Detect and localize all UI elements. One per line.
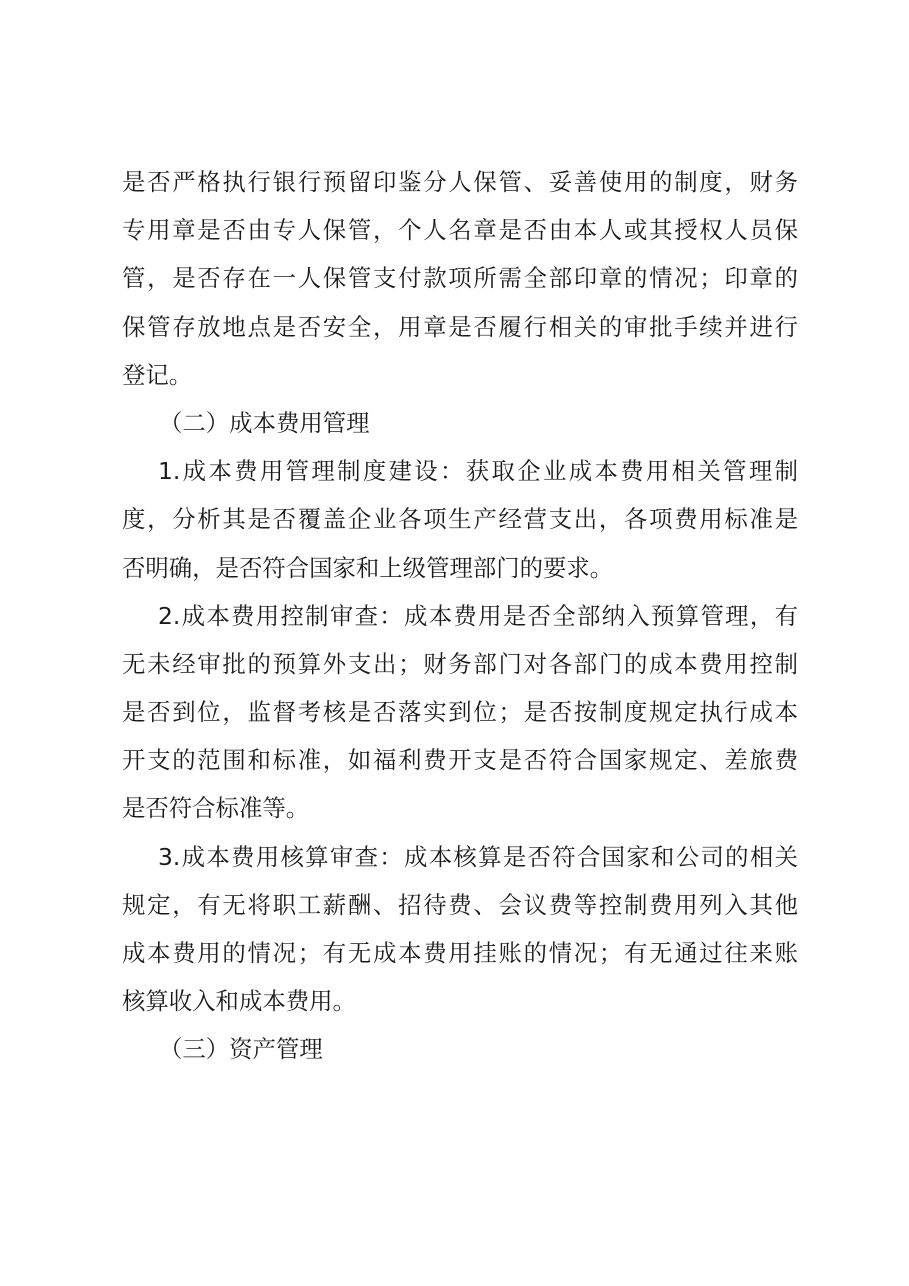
paragraph-line: 否明确，是否符合国家和上级管理部门的要求。 bbox=[122, 553, 614, 582]
paragraph-line: 3.成本费用核算审查：成本核算是否符合国家和公司的相关 bbox=[158, 842, 798, 871]
paragraph-line: 核算收入和成本费用。 bbox=[122, 987, 356, 1016]
paragraph-line: 登记。 bbox=[122, 360, 193, 389]
section-heading: （二）成本费用管理 bbox=[159, 408, 370, 437]
paragraph-line: 开支的范围和标准，如福利费开支是否符合国家规定、差旅费 bbox=[122, 746, 798, 775]
paragraph-line: 成本费用的情况；有无成本费用挂账的情况；有无通过往来账 bbox=[122, 939, 798, 967]
document-body bbox=[122, 158, 798, 1074]
paragraph-line: 是否严格执行银行预留印鉴分人保管、妥善使用的制度，财务 bbox=[122, 168, 798, 196]
paragraph-line: 1.成本费用管理制度建设：获取企业成本费用相关管理制 bbox=[158, 457, 798, 486]
paragraph-line: 规定，有无将职工薪酬、招待费、会议费等控制费用列入其他 bbox=[122, 890, 798, 919]
paragraph-line: 度，分析其是否覆盖企业各项生产经营支出，各项费用标准是 bbox=[122, 505, 798, 534]
paragraph-line: 管，是否存在一人保管支付款项所需全部印章的情况；印章的 bbox=[122, 264, 798, 293]
section-heading: （三）资产管理 bbox=[159, 1035, 323, 1064]
paragraph-line: 是否符合标准等。 bbox=[122, 794, 310, 823]
paragraph-line: 是否到位，监督考核是否落实到位；是否按制度规定执行成本 bbox=[122, 698, 798, 727]
paragraph-line: 专用章是否由专人保管，个人名章是否由本人或其授权人员保 bbox=[122, 216, 798, 245]
paragraph-line: 保管存放地点是否安全，用章是否履行相关的审批手续并进行 bbox=[122, 312, 798, 341]
paragraph-line: 2.成本费用控制审查：成本费用是否全部纳入预算管理，有 bbox=[158, 601, 798, 630]
paragraph-line: 无未经审批的预算外支出；财务部门对各部门的成本费用控制 bbox=[122, 649, 798, 678]
